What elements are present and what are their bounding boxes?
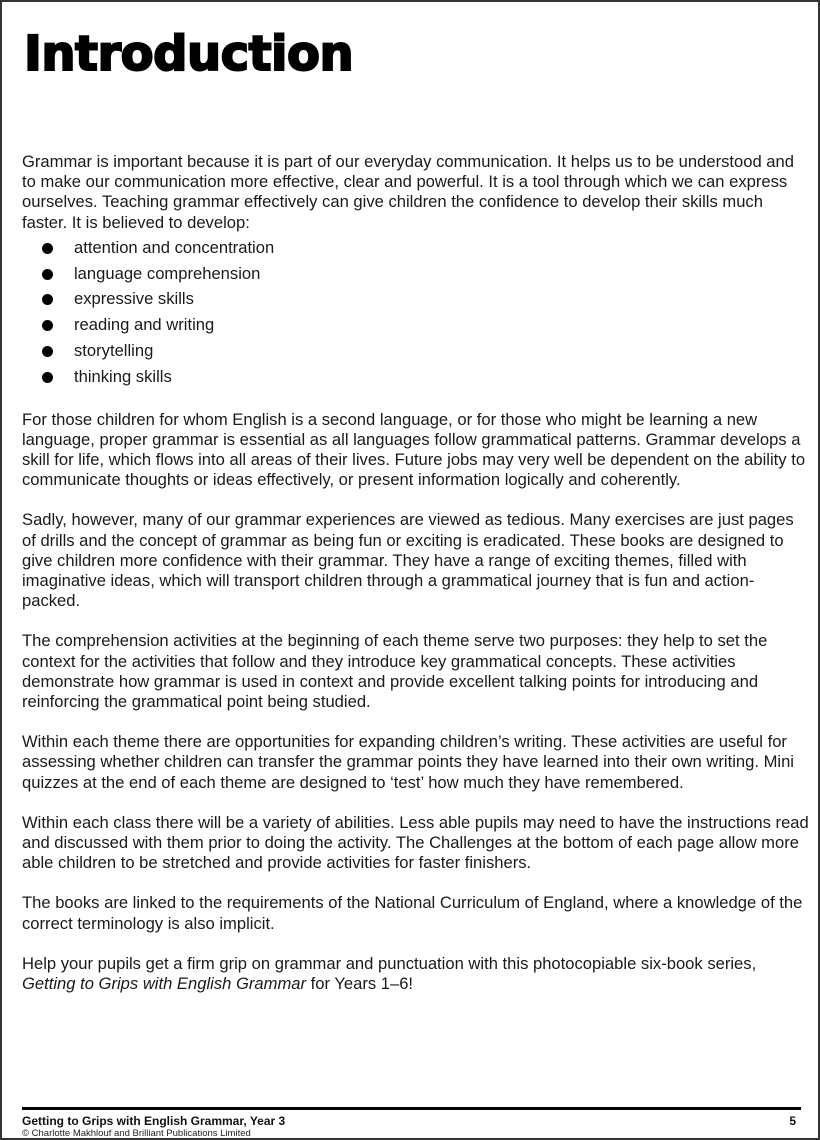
list-item — [22, 364, 812, 390]
list-item — [22, 286, 812, 312]
closing-text-end: for Years 1–6! — [306, 974, 414, 994]
paragraph-closing — [22, 954, 812, 994]
list-item — [22, 338, 812, 364]
series-title: Getting to Grips with English Grammar — [22, 974, 307, 994]
bullet-icon — [42, 320, 53, 331]
bullet-icon — [42, 294, 53, 305]
bullet-icon — [42, 372, 53, 383]
paragraph-curriculum: The books are linked to the requirements of the National Curriculum of England, where a knowledge of the correct terminology is also implicit. — [22, 893, 803, 933]
paragraph-comprehension: The comprehension activities at the beginning of each theme serve two purposes: they help to set the context for the activities that follow and they introduce key grammatical concepts. These activities demonstrate how grammar is used in context and provide excellent talking points for introducing and reinforcing the grammatical point being studied. — [22, 631, 768, 712]
bullet-icon — [42, 346, 53, 357]
list-item-text: language comprehension — [74, 263, 261, 283]
page-body — [22, 152, 812, 1014]
paragraph-writing: Within each theme there are opportunities for expanding children’s writing. These activities are useful for assessing whether children can transfer the grammar points they have learned into their own writing. Mini quizzes at the end of each theme are designed to ‘test’ how much they have remembered. — [22, 732, 794, 792]
closing-text-start: Help your pupils get a firm grip on grammar and punctuation with this photocopiable six-book series, — [22, 953, 757, 973]
list-item-text: storytelling — [74, 341, 154, 360]
list-item-text: expressive skills — [74, 289, 194, 309]
skills-list — [22, 235, 812, 390]
bullet-icon — [42, 269, 53, 280]
list-item-text: thinking skills — [74, 366, 172, 386]
list-item-text: reading and writing — [74, 315, 215, 335]
list-item-text: attention and concentration — [74, 237, 275, 257]
list-item — [22, 261, 812, 287]
list-item — [22, 312, 812, 338]
paragraph-abilities: Within each class there will be a variety of abilities. Less able pupils may need to have the instructions read and discussed with them prior to doing the activity. The Challenges at the bottom of each page allow more able children to be stretched and provide activities for faster finishers. — [22, 812, 809, 873]
page-number: 5 — [789, 1114, 796, 1128]
paragraph-second-language: For those children for whom English is a second language, or for those who might be learning a new language, proper grammar is essential as all languages follow grammatical patterns. Grammar develops a skill for life, which flows into all areas of their lives. Future jobs may very well be dependent on the ability to communicate thoughts or ideas effectively, or present information logically and coherently. — [22, 409, 806, 490]
footer-book-title: Getting to Grips with English Grammar, Year 3 — [22, 1114, 286, 1128]
footer-divider — [22, 1107, 801, 1110]
footer-copyright: © Charlotte Makhlouf and Brilliant Publications Limited — [22, 1128, 251, 1139]
intro-paragraph: Grammar is important because it is part of our everyday communication. It helps us to be understood and to make our communication more effective, clear and powerful. It is a tool through which we can express ourselves. Teaching grammar effectively can give children the confidence to develop their skills much faster. It is believed to develop: — [22, 152, 794, 232]
list-item — [22, 235, 812, 261]
page-title: Introduction — [24, 26, 354, 82]
bullet-icon — [42, 243, 53, 254]
paragraph-tedious: Sadly, however, many of our grammar experiences are viewed as tedious. Many exercises are just pages of drills and the concept of grammar as being fun or exciting is eradicated. These books are designed to give children more confidence with their grammar. They have a range of exciting themes, filled with imaginative ideas, which will transport children through a grammatical journey that is fun and action-packed. — [22, 510, 794, 611]
